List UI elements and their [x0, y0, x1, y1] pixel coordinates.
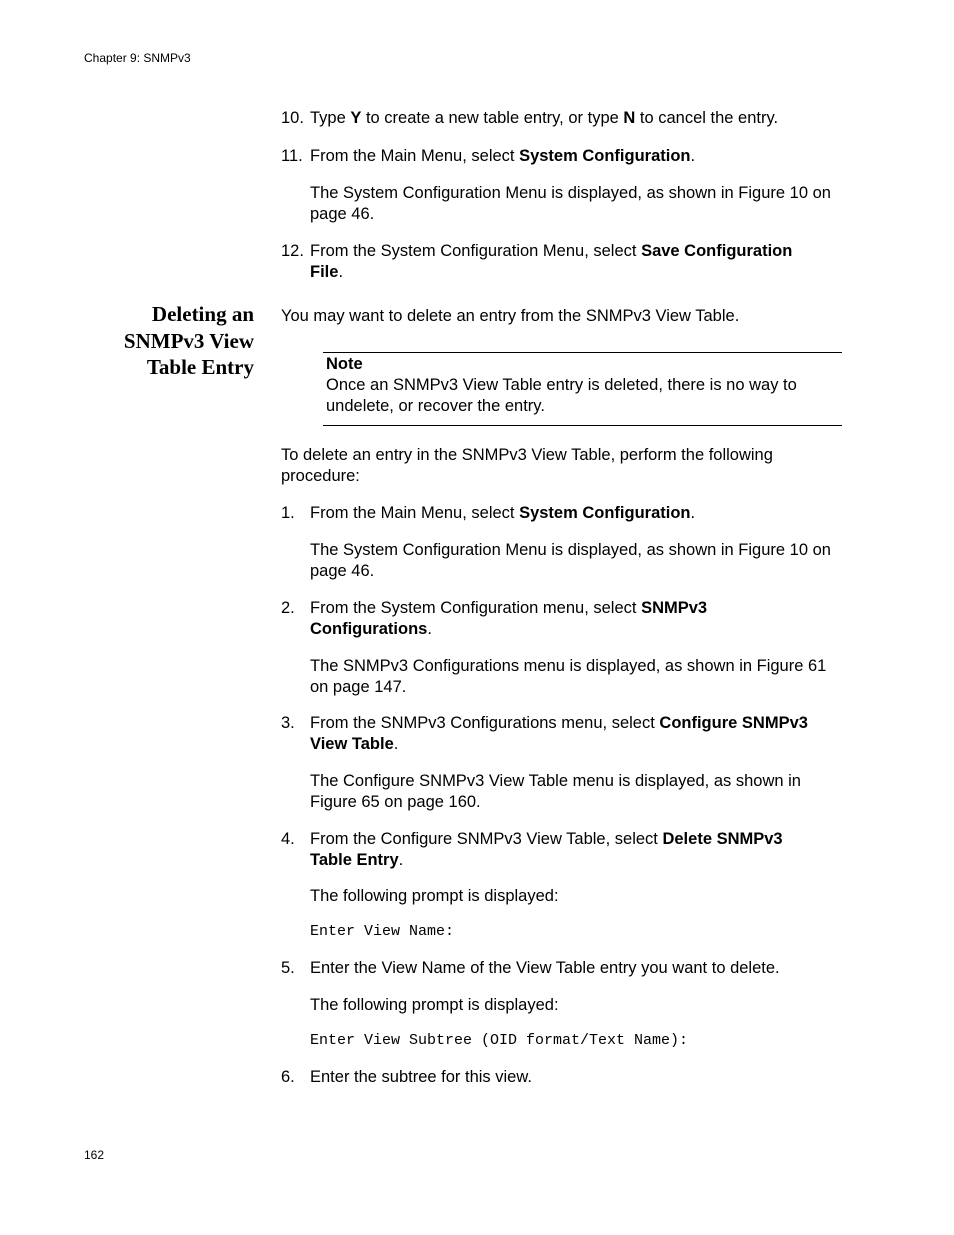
step-number: 4. — [281, 830, 295, 848]
note-top-rule — [323, 352, 842, 353]
step-number: 11. — [281, 147, 303, 165]
procedure-intro: To delete an entry in the SNMPv3 View Table, perform the following procedure: — [281, 446, 773, 485]
step-result: The following prompt is displayed: — [310, 887, 559, 905]
step-number: 12. — [281, 242, 304, 260]
step-text: From the Configure SNMPv3 View Table, select Delete SNMPv3 Table Entry. — [310, 830, 783, 869]
step-text: Type Y to create a new table entry, or type N to cancel the entry. — [310, 109, 779, 127]
step-number: 10. — [281, 109, 304, 127]
step-result: The Configure SNMPv3 View Table menu is displayed, as shown in Figure 65 on page 160. — [310, 772, 801, 811]
step-text: From the Main Menu, select System Configuration. — [310, 147, 696, 165]
step-text: From the Main Menu, select System Configuration. — [310, 504, 696, 522]
code-prompt: Enter View Name: — [310, 923, 455, 940]
running-header: Chapter 9: SNMPv3 — [84, 51, 191, 65]
step-number: 3. — [281, 714, 295, 732]
step-result: The System Configuration Menu is displayed, as shown in Figure 10 on page 46. — [310, 541, 831, 580]
step-text: From the System Configuration Menu, select Save Configuration File. — [310, 242, 793, 281]
step-text: Enter the View Name of the View Table entry you want to delete. — [310, 959, 780, 977]
section-heading: Deleting an SNMPv3 View Table Entry — [123, 302, 254, 379]
note-text: Once an SNMPv3 View Table entry is deleted, there is no way to undelete, or recover the entry. — [326, 376, 797, 415]
step-text: From the System Configuration menu, select SNMPv3 Configurations. — [310, 599, 708, 638]
code-prompt: Enter View Subtree (OID format/Text Name): — [310, 1032, 689, 1049]
step-result: The SNMPv3 Configurations menu is displayed, as shown in Figure 61 on page 147. — [310, 657, 827, 696]
step-number: 1. — [281, 504, 295, 522]
note-bottom-rule — [323, 425, 842, 426]
step-result: The following prompt is displayed: — [310, 996, 559, 1014]
step-text: Enter the subtree for this view. — [310, 1068, 532, 1086]
note-title: Note — [326, 355, 363, 373]
step-number: 5. — [281, 959, 295, 977]
page-number: 162 — [84, 1148, 105, 1162]
step-number: 2. — [281, 599, 295, 617]
step-text: From the SNMPv3 Configurations menu, select Configure SNMPv3 View Table. — [310, 714, 808, 753]
step-number: 6. — [281, 1068, 295, 1086]
step-result: The System Configuration Menu is displayed, as shown in Figure 10 on page 46. — [310, 184, 831, 223]
intro-text: You may want to delete an entry from the SNMPv3 View Table. — [281, 307, 740, 325]
